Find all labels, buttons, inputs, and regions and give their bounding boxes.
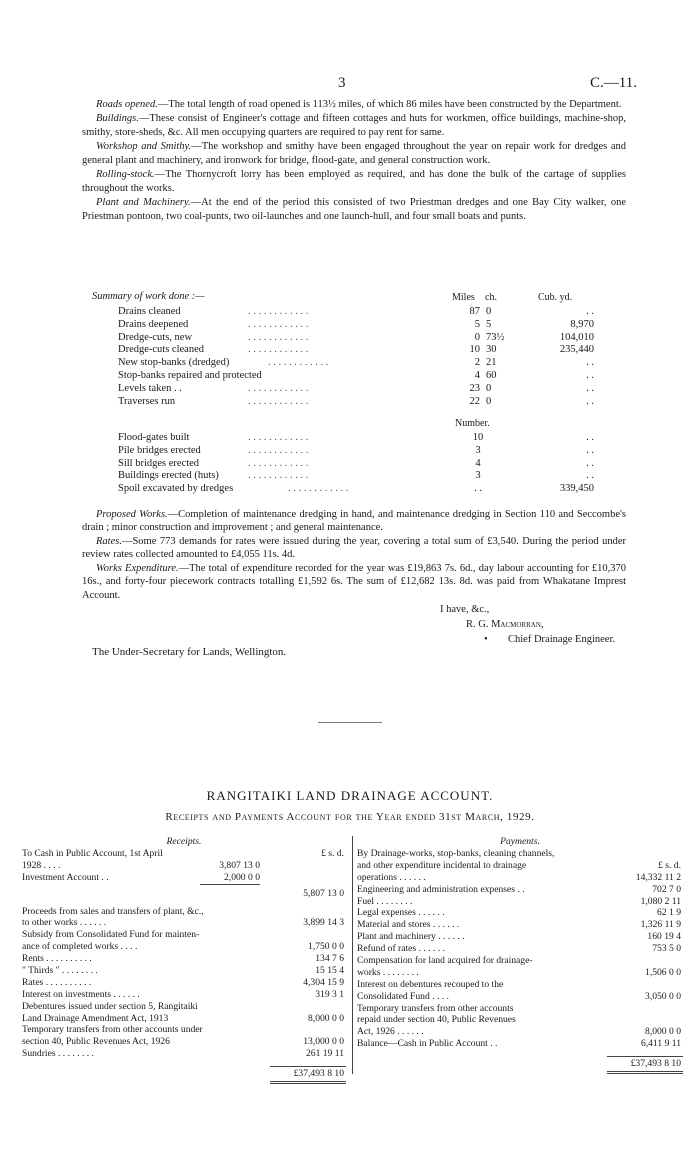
row-label: Sill bridges erected bbox=[118, 457, 200, 469]
paragraph-text: —Completion of maintenance dredging in hand, and maintenance dredging in Section 110 and Seccombe's drain ; minor construction and improvement ; and general maintenance. bbox=[82, 509, 626, 534]
paragraph-heading: Plant and Machinery. bbox=[96, 197, 191, 209]
list-item bbox=[357, 1038, 683, 1050]
list-item bbox=[357, 1026, 683, 1038]
row-cubyd: 8,970 bbox=[570, 318, 594, 330]
leader-dots: . . . . . . . . . . . . bbox=[248, 457, 309, 469]
row-ch: 60 bbox=[486, 369, 497, 381]
entry-text: By Drainage-works, stop-banks, cleaning channels, bbox=[357, 848, 555, 859]
list-item bbox=[22, 1036, 346, 1048]
paragraph-text: —These consist of Engineer's cottage and fifteen cottages and huts for workmen, office buildings, machine-shop, smithy, store-sheds, &c. All men occupying quarters are required to pay rent for same. bbox=[82, 113, 626, 138]
entry-subamount: 3,807 13 0 bbox=[219, 859, 260, 871]
list-item bbox=[22, 1013, 346, 1025]
leader-dots: . . . . . . . . . . . . bbox=[248, 432, 309, 443]
paragraph-text: —At the end of the period this consisted of two Priestman dredges and one Bay City walker, one Priestman pontoon, two coal-punts, two oil-launches and one launch-hull, and four small boats and punts. bbox=[82, 197, 626, 222]
list-item bbox=[22, 977, 346, 989]
paragraph-heading: Works Expenditure. bbox=[96, 562, 179, 574]
row-label: Dredge-cuts, new bbox=[118, 331, 193, 343]
entry-text: Balance—Cash in Public Account . . bbox=[357, 1038, 498, 1050]
list-item bbox=[357, 907, 683, 919]
table-row bbox=[118, 318, 618, 331]
row-number: 3 bbox=[475, 444, 481, 456]
summary-heading: Summary of work done :— bbox=[92, 291, 205, 302]
entry-amount: 8,000 0 0 bbox=[645, 1026, 681, 1038]
col-header-miles: Miles bbox=[452, 292, 475, 303]
paragraph-text: —The workshop and smithy have been engaged throughout the year on repair work for dredges and general plant and machinery, and ironwork for bridge, flood-gate, and general construction work. bbox=[82, 141, 626, 166]
entry-text: Material and stores . . . . . . bbox=[357, 919, 460, 931]
entry-amount: £ s. d. bbox=[321, 848, 344, 859]
paragraph-text: —The total length of road opened is 113½ miles, of which 86 miles have been constructed by the Department. bbox=[157, 99, 622, 110]
entry-amount: 160 19 4 bbox=[647, 931, 681, 943]
account-subtitle: Receipts and Payments Account for the Year ended 31st March, 1929. bbox=[165, 811, 535, 823]
row-number: . . bbox=[474, 483, 482, 495]
entry-text: Rates . . . . . . . . . . bbox=[22, 976, 92, 988]
closing: I have, &c., bbox=[440, 604, 490, 615]
paragraph-heading: Buildings. bbox=[96, 113, 139, 125]
receipts-total bbox=[270, 1066, 346, 1084]
row-miles: 22 bbox=[469, 395, 480, 407]
row-cubyd: 235,440 bbox=[559, 344, 594, 356]
entry-text: Temporary transfers from other accounts under bbox=[22, 1024, 203, 1036]
list-item bbox=[22, 1001, 346, 1013]
row-cubyd: . . bbox=[586, 444, 594, 456]
subtotal-rule bbox=[200, 884, 260, 885]
list-item bbox=[22, 965, 346, 977]
leader-dots: . . . . . . . . . . . . bbox=[248, 382, 309, 394]
table-row bbox=[118, 469, 618, 482]
entry-text: Land Drainage Amendment Act, 1913 bbox=[22, 1012, 169, 1024]
row-label: Traverses run bbox=[118, 395, 176, 407]
list-item bbox=[22, 917, 346, 929]
total-amount: £37,493 8 10 bbox=[630, 1058, 681, 1070]
paragraph-buildings bbox=[82, 112, 626, 139]
entry-text: Refund of rates . . . . . . bbox=[357, 943, 445, 955]
row-miles: 5 bbox=[474, 318, 480, 330]
list-item bbox=[357, 848, 683, 860]
addressee: The Under-Secretary for Lands, Wellington. bbox=[92, 646, 287, 658]
paragraph-text: —The total of expenditure recorded for the year was £19,863 7s. 6d., day labour accounting for £10,370 16s., and forty-four piecework contracts totalling £1,592 6s. The sum of £12,682 13s. 8d. was paid from Whakatane Imprest Account. bbox=[82, 562, 626, 601]
account-title: RANGITAIKI LAND DRAINAGE ACCOUNT. bbox=[206, 788, 494, 803]
row-number: 3 bbox=[475, 470, 481, 482]
list-item bbox=[22, 929, 346, 941]
leader-dots: . . . . . . . . . . . . bbox=[248, 444, 309, 456]
table-row bbox=[118, 369, 618, 382]
entry-amount: 4,304 15 9 bbox=[303, 976, 344, 988]
entry-text: and other expenditure incidental to drainage bbox=[357, 859, 527, 871]
paragraph-rates bbox=[82, 535, 626, 562]
list-item bbox=[22, 860, 346, 872]
list-item bbox=[22, 953, 346, 965]
row-label: Pile bridges erected bbox=[118, 444, 201, 456]
row-label: Drains deepened bbox=[118, 318, 189, 330]
entry-amount: 1,750 0 0 bbox=[308, 941, 344, 953]
list-item bbox=[22, 872, 346, 884]
row-ch: 21 bbox=[486, 357, 497, 369]
entry-text: Compensation for land acquired for drainage- bbox=[357, 955, 533, 967]
row-cubyd: . . bbox=[586, 395, 594, 407]
table-row bbox=[118, 395, 618, 408]
row-ch: 30 bbox=[486, 344, 497, 356]
col-header-ch: ch. bbox=[485, 292, 497, 303]
list-item bbox=[357, 955, 683, 967]
list-item bbox=[357, 896, 683, 908]
signatory-name: R. G. Macmorran, bbox=[466, 619, 544, 630]
row-label: New stop-banks (dredged) bbox=[118, 357, 230, 369]
entry-amount: 1,080 2 11 bbox=[640, 895, 681, 907]
leader-dots: . . . . . . . . . . . . bbox=[248, 331, 309, 343]
list-item bbox=[22, 941, 346, 953]
receipts-column bbox=[22, 836, 346, 1084]
document-reference: C.—11. bbox=[590, 75, 637, 91]
entry-text: Interest on debentures recouped to the bbox=[357, 978, 504, 990]
entry-subamount: 2,000 0 0 bbox=[224, 871, 260, 883]
paragraph-workshop bbox=[82, 140, 626, 167]
list-item bbox=[357, 1003, 683, 1015]
entry-amount: 15 15 4 bbox=[315, 965, 344, 977]
entry-amount: 319 3 1 bbox=[315, 988, 344, 1000]
table-row bbox=[118, 482, 618, 495]
row-ch: 0 bbox=[486, 382, 492, 394]
section-divider bbox=[318, 722, 382, 723]
paragraph-heading: Proposed Works. bbox=[96, 509, 168, 520]
row-ch: 73½ bbox=[486, 331, 505, 343]
row-cubyd: . . bbox=[586, 432, 594, 443]
row-cubyd: . . bbox=[586, 382, 594, 394]
entry-text: operations . . . . . . bbox=[357, 871, 426, 883]
list-item bbox=[357, 919, 683, 931]
entry-text: to other works . . . . . . bbox=[22, 917, 107, 929]
entry-text: " Thirds " . . . . . . . . bbox=[22, 965, 98, 977]
row-cubyd: . . bbox=[586, 357, 594, 369]
row-number: 4 bbox=[475, 457, 481, 469]
list-item bbox=[357, 860, 683, 872]
entry-text: Consolidated Fund . . . . bbox=[357, 990, 449, 1002]
row-cubyd: 339,450 bbox=[559, 483, 594, 495]
entry-text: Temporary transfers from other accounts bbox=[357, 1002, 514, 1014]
entry-text: repaid under section 40, Public Revenues bbox=[357, 1014, 516, 1026]
entry-text: ance of completed works . . . . bbox=[22, 941, 138, 953]
row-cubyd: 104,010 bbox=[559, 331, 594, 343]
entry-text: Proceeds from sales and transfers of plant, &c., bbox=[22, 905, 204, 917]
col-header-number: Number. bbox=[455, 418, 490, 429]
row-cubyd: . . bbox=[586, 369, 594, 381]
row-cubyd: . . bbox=[586, 457, 594, 469]
entry-amount: 1,326 11 9 bbox=[640, 919, 681, 931]
bullet-mark: • bbox=[484, 634, 488, 645]
entry-amount: 1,506 0 0 bbox=[645, 966, 681, 978]
leader-dots: . . . . . . . . . . . . bbox=[248, 344, 309, 356]
entry-text: works . . . . . . . . bbox=[357, 966, 419, 978]
row-label: Drains cleaned bbox=[118, 306, 181, 317]
entry-text: Act, 1926 . . . . . . bbox=[357, 1026, 424, 1038]
entry-text: Legal expenses . . . . . . bbox=[357, 907, 445, 919]
row-cubyd: . . bbox=[586, 306, 594, 317]
leader-dots: . . . . . . . . . . . . bbox=[248, 470, 309, 482]
leader-dots: . . . . . . . . . . . . bbox=[288, 483, 349, 495]
paragraph-text: —The Thornycroft lorry has been employed as required, and has done the bulk of the cartage of supplies throughout the works. bbox=[82, 169, 626, 194]
table-row bbox=[118, 305, 618, 318]
paragraph-proposed-works bbox=[82, 508, 626, 535]
row-label: Levels taken . . bbox=[118, 382, 182, 394]
signatory-title: Chief Drainage Engineer. bbox=[508, 634, 615, 645]
row-label: Flood-gates built bbox=[118, 432, 190, 443]
paragraph-heading: Rates. bbox=[96, 535, 122, 547]
table-row bbox=[118, 343, 618, 356]
payments-total bbox=[607, 1056, 683, 1074]
list-item bbox=[357, 872, 683, 884]
list-item bbox=[22, 1048, 346, 1060]
entry-amount: 753 5 0 bbox=[652, 943, 681, 955]
leader-dots: . . . . . . . . . . . . bbox=[248, 318, 309, 330]
row-miles: 2 bbox=[474, 357, 480, 369]
list-item bbox=[357, 967, 683, 979]
entry-text: Subsidy from Consolidated Fund for mainten- bbox=[22, 929, 200, 941]
entry-amount: 702 7 0 bbox=[652, 883, 681, 895]
entry-amount: 3,899 14 3 bbox=[303, 917, 344, 929]
entry-text: Investment Account . . bbox=[22, 871, 109, 883]
table-row bbox=[118, 331, 618, 344]
entry-amount: 8,000 0 0 bbox=[308, 1012, 344, 1024]
entry-amount: 261 19 11 bbox=[305, 1048, 344, 1060]
leader-dots: . . . . . . . . . . . . bbox=[268, 357, 329, 369]
entry-amount: 5,807 13 0 bbox=[303, 887, 344, 899]
row-label: Buildings erected (huts) bbox=[118, 470, 219, 482]
list-item bbox=[357, 991, 683, 1003]
paragraph-roads bbox=[82, 98, 626, 111]
paragraph-heading: Workshop and Smithy. bbox=[96, 141, 192, 153]
row-miles: 10 bbox=[469, 344, 480, 356]
row-ch: 0 bbox=[486, 306, 492, 317]
table-row bbox=[118, 457, 618, 470]
list-item bbox=[22, 848, 346, 860]
page-number: 3 bbox=[338, 75, 346, 91]
summary-number-table bbox=[118, 431, 618, 495]
row-label: Stop-banks repaired and protected bbox=[118, 369, 262, 381]
payments-heading: Payments. bbox=[500, 836, 540, 847]
entry-amount: 6,411 9 11 bbox=[640, 1038, 681, 1050]
leader-dots: . . . . . . . . . . . . bbox=[248, 306, 309, 317]
list-item bbox=[22, 906, 346, 918]
leader-dots: . . . . . . . . . . . . bbox=[248, 395, 309, 407]
list-item bbox=[357, 979, 683, 991]
paragraph-heading: Roads opened. bbox=[96, 99, 158, 110]
entry-text: To Cash in Public Account, 1st April bbox=[22, 848, 163, 859]
receipts-heading: Receipts. bbox=[166, 836, 202, 847]
row-number: 10 bbox=[472, 432, 484, 443]
table-row bbox=[118, 431, 618, 444]
entry-text: Plant and machinery . . . . . . bbox=[357, 931, 465, 943]
paragraph-heading: Rolling-stock. bbox=[96, 169, 155, 181]
entry-amount: 134 7 6 bbox=[315, 953, 344, 965]
table-row bbox=[118, 356, 618, 369]
entry-amount: 62 1 9 bbox=[657, 907, 681, 919]
entry-amount: 3,050 0 0 bbox=[645, 990, 681, 1002]
list-item bbox=[22, 989, 346, 1001]
list-item bbox=[357, 1014, 683, 1026]
payments-column bbox=[352, 836, 683, 1074]
entry-text: section 40, Public Revenues Act, 1926 bbox=[22, 1036, 170, 1048]
table-row bbox=[118, 444, 618, 457]
list-item bbox=[357, 884, 683, 896]
col-header-cubyd: Cub. yd. bbox=[538, 292, 573, 303]
total-amount: £37,493 8 10 bbox=[293, 1068, 344, 1080]
row-cubyd: . . bbox=[586, 470, 594, 482]
row-label: Spoil excavated by dredges bbox=[118, 483, 234, 495]
list-item bbox=[22, 888, 346, 900]
row-ch: 0 bbox=[486, 395, 492, 407]
currency-units: £ s. d. bbox=[658, 859, 681, 871]
entry-text: 1928 . . . . bbox=[22, 859, 61, 871]
paragraph-works-expenditure bbox=[82, 562, 626, 602]
entry-amount: 14,332 11 2 bbox=[635, 871, 681, 883]
list-item bbox=[22, 1024, 346, 1036]
report-body bbox=[82, 98, 626, 224]
entry-text: Sundries . . . . . . . . bbox=[22, 1048, 94, 1060]
table-row bbox=[118, 382, 618, 395]
entry-text: Engineering and administration expenses . . bbox=[357, 883, 525, 895]
entry-text: Fuel . . . . . . . . bbox=[357, 895, 413, 907]
paragraph-rolling-stock bbox=[82, 168, 626, 195]
entry-amount: 13,000 0 0 bbox=[303, 1036, 344, 1048]
entry-text: Rents . . . . . . . . . . bbox=[22, 953, 92, 965]
row-miles: 87 bbox=[469, 306, 480, 317]
list-item bbox=[357, 931, 683, 943]
row-label: Dredge-cuts cleaned bbox=[118, 344, 204, 356]
row-miles: 0 bbox=[474, 331, 480, 343]
row-ch: 5 bbox=[486, 318, 492, 330]
row-miles: 4 bbox=[474, 369, 480, 381]
list-item bbox=[357, 943, 683, 955]
paragraph-plant bbox=[82, 196, 626, 223]
entry-text: Interest on investments . . . . . . bbox=[22, 988, 140, 1000]
entry-text: Debentures issued under section 5, Rangitaiki bbox=[22, 1000, 198, 1012]
summary-miles-table bbox=[118, 305, 618, 407]
paragraph-text: —Some 773 demands for rates were issued during the year, covering a total sum of £3,540. During the period under review rates collected amounted to £4,055 11s. 4d. bbox=[82, 535, 626, 561]
row-miles: 23 bbox=[469, 382, 480, 394]
report-body-continued bbox=[82, 508, 626, 602]
